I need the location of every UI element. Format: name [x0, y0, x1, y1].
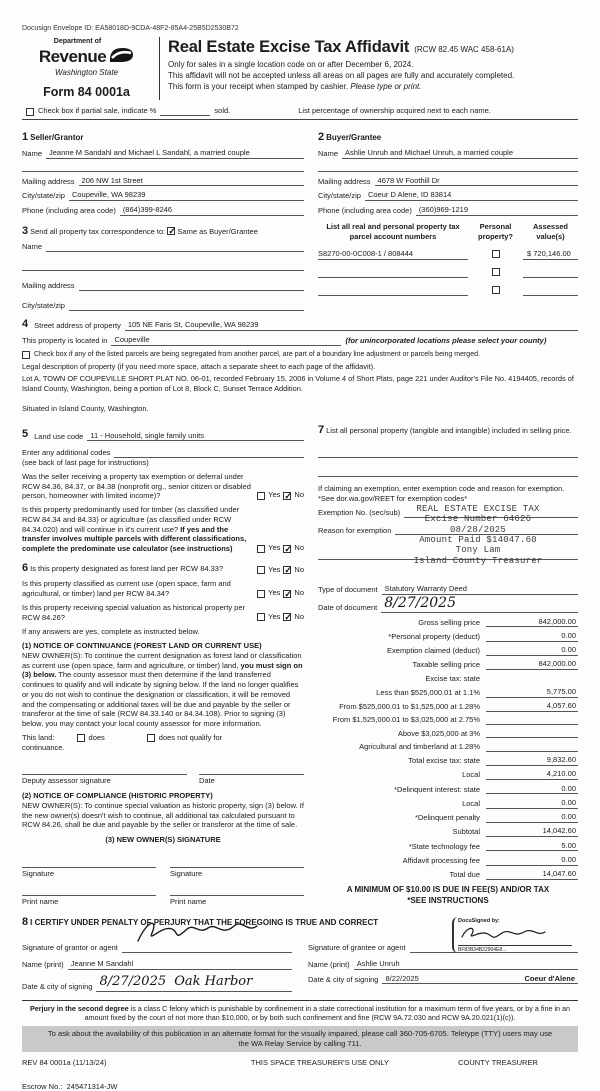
tax-value-field[interactable]: 5.00 [486, 841, 578, 852]
additional-codes-label: Enter any additional codes [22, 448, 111, 458]
section-3-number: 3 [22, 224, 29, 237]
section-3-heading: Send all property tax correspondence to: [30, 226, 166, 236]
minimum-due-notice: A MINIMUM OF $10.00 IS DUE IN FEE(S) AND/OR TAX [346, 884, 550, 894]
docusign-envelope-id: Docusign Envelope ID: EA58018D-9CDA-48F2-85A4-25B5D2530B72 [22, 25, 239, 32]
print-name-label: Print name [170, 896, 207, 906]
yes-label: Yes [268, 543, 281, 553]
stamp-date: 08/28/2025 [449, 524, 506, 535]
see-instructions-note: *SEE INSTRUCTIONS [407, 896, 489, 906]
doc-type-label: Type of document [318, 584, 378, 594]
seller-address-field[interactable]: 206 NW 1st Street [79, 176, 304, 187]
sections-5-6-column [22, 423, 304, 907]
deputy-assessor-signature-field[interactable] [22, 766, 187, 775]
partial-sale-label: Check box if partial sale, indicate % [38, 105, 157, 115]
segregated-label: Check box if any of the listed parcels are being segregated from another parcel, are part of a boundary line adjustment or parcels being merged. [34, 350, 480, 358]
grantor-sig-label: Signature of grantor or agent [22, 943, 118, 953]
personal-property-list-field[interactable] [318, 468, 578, 477]
assessed-value-col-header: Assessed value(s) [532, 221, 569, 241]
seller-address-label: Mailing address [22, 176, 75, 186]
no-label: No [294, 611, 304, 621]
yes-label: Yes [268, 611, 281, 621]
stamp-treasurer-name: Tony Lam [455, 545, 501, 556]
certify-heading: I CERTIFY UNDER PENALTY OF PERJURY THAT THE FOREGOING IS TRUE AND CORRECT [30, 917, 379, 927]
s5-q1-yes-checkbox[interactable] [257, 492, 265, 500]
reason-label: Reason for exemption [318, 525, 392, 535]
s5-q1-no-checkbox[interactable] [283, 492, 291, 500]
seller-name-field[interactable]: Jeanne M Sandahl and Michael L Sandahl, a married couple [46, 148, 304, 159]
rev-number: REV 84 0001a (11/13/24) [22, 1057, 107, 1067]
s6-q3-yes-checkbox[interactable] [257, 613, 265, 621]
section-8 [22, 915, 578, 992]
personal-property-checkbox[interactable] [492, 286, 500, 294]
header-note-1: Only for sales in a single location code on or after December 6, 2024. [168, 59, 414, 69]
deputy-date-label: Date [199, 776, 215, 786]
street-address-label: Street address of property [34, 321, 121, 331]
additional-codes-note: (see back of last page for instructions) [22, 458, 149, 468]
correspondence-extra-field[interactable] [22, 262, 304, 271]
buyer-csz-field[interactable]: Coeur D Alene, ID 83814 [365, 190, 578, 201]
section-5-number: 5 [22, 428, 29, 441]
buyer-column [318, 126, 578, 311]
section-4 [22, 317, 578, 414]
stamp-amount-paid: Amount Paid $14047.60 [419, 534, 537, 545]
tax-value-field[interactable]: 0.00 [486, 645, 578, 656]
form-number: Form 84 0001a [43, 84, 130, 99]
land-does-not-checkbox[interactable] [147, 734, 155, 742]
exemption-no-label: Exemption No. (sec/sub) [318, 507, 401, 517]
yes-label: Yes [268, 490, 281, 500]
new-owner-signature-field-1[interactable] [22, 859, 156, 868]
correspondence-address-field[interactable] [79, 282, 304, 291]
correspondence-name-field[interactable] [46, 243, 304, 252]
does-not-label: does not qualify for [158, 732, 223, 742]
s5-q2-yes-checkbox[interactable] [257, 545, 265, 553]
revenue-wordmark: Revenue [38, 47, 107, 67]
buyer-csz-label: City/state/zip [318, 191, 361, 201]
seller-phone-field[interactable]: (864)399-8246 [120, 205, 304, 216]
new-owner-printname-field-1[interactable] [22, 887, 156, 896]
compliance-body: NEW OWNER(S): To continue special valuation as historic property, sign (3) below. If the new owner(s) doesn't wish to continue, all additional tax calculated pursuant to RCW 84.26, shall be due and payable by the seller or transferor at the time of sale. [22, 800, 304, 830]
signature-label: Signature [22, 868, 55, 878]
same-as-buyer-checkbox[interactable] [167, 227, 175, 235]
correspondence-address-label: Mailing address [22, 281, 75, 291]
tax-value-field[interactable]: 0.00 [486, 812, 578, 823]
grantee-signature-scribble-icon [458, 925, 548, 941]
land-does-checkbox[interactable] [77, 734, 85, 742]
situated-in-text: Situated in Island County, Washington. [22, 403, 149, 413]
doc-date-field[interactable]: 8/27/2025 [381, 594, 578, 613]
seller-heading: Seller/Grantor [30, 132, 84, 142]
s6-question-2: Is this property classified as current use (open space, farm and agricultural, or timber) land per RCW 84.34? [22, 579, 231, 598]
partial-percent-field[interactable] [160, 107, 210, 116]
form-header [22, 37, 578, 100]
stamp-excise-number: Excise Number 64626 [424, 514, 532, 525]
doc-type-field[interactable]: Statutory Warranty Deed [382, 584, 578, 595]
docusign-signature-box [452, 917, 572, 953]
grantor-signature-scribble-icon [132, 917, 262, 950]
personal-property-checkbox[interactable] [492, 250, 500, 258]
tax-value-field[interactable]: 842,000.00 [486, 617, 578, 628]
parcel-col-header: List all real and personal property tax parcel account numbers [326, 221, 460, 241]
deputy-assessor-label: Deputy assessor signature [22, 776, 111, 786]
footer-row [22, 1058, 578, 1068]
buyer-address-label: Mailing address [318, 176, 371, 186]
parcel-row [318, 286, 578, 296]
s6-note: If any answers are yes, complete as instructed below. [22, 627, 200, 637]
same-as-buyer-label: Same as Buyer/Grantee [177, 226, 258, 236]
tax-value-field[interactable]: 842,000.00 [486, 659, 578, 670]
s6-q2-yes-checkbox[interactable] [257, 590, 265, 598]
parcel-number-field[interactable] [318, 286, 468, 296]
no-label: No [294, 588, 304, 597]
section-7-heading: 7 List all personal property (tangible and intangible) included in selling price. [318, 424, 572, 437]
s6-q3-no-checkbox[interactable] [283, 613, 291, 621]
docusigned-by-label: DocuSigned by: [458, 918, 500, 925]
grantee-name-label: Name (print) [308, 959, 350, 969]
street-address-field[interactable]: 105 NE Faris St, Coupeville, WA 98239 [125, 320, 578, 331]
tax-value-field[interactable] [486, 729, 578, 738]
ownership-note: List percentage of ownership acquired next to each name. [298, 105, 491, 115]
form-title: Real Estate Excise Tax Affidavit [168, 38, 410, 57]
header-note-3: This form is your receipt when stamped by cashier. Please type or print. [168, 82, 422, 92]
personal-property-col-header: Personal property? [477, 221, 513, 241]
land-use-field[interactable]: 11 - Household, single family units [87, 431, 304, 442]
grantee-datecity-field[interactable]: 8/22/2025 Coeur d'Alene [382, 974, 578, 985]
continuance-title: (1) NOTICE OF CONTINUANCE (FOREST LAND OR CURRENT USE) [22, 641, 262, 650]
grantor-signature-block [22, 931, 292, 992]
parcel-table-header [318, 222, 578, 242]
tax-value-field[interactable]: 4,057.60 [486, 701, 578, 712]
seller-column [22, 126, 304, 311]
continuance-body: NEW OWNER(S): To continue the current designation as forest land or classification as current use (open space, farm and agriculture, or timber) land, you must sign on (3) below. The county assessor must then determine if the land transferred continues to qualify and will indicate by signing below. If the land no longer qualifies or you do not wish to continue the designation or classification, it will be removed and the compensating or additional taxes will be due and payable by the seller or transferor at the time of sale (RCW 84.33.140 or 84.34.108). Prior to signing (3) below, you may contact your local county assessor for more information. [22, 650, 303, 728]
legal-description-label: Legal description of property (if you need more space, attach a separate sheet to each page of the affidavit). [22, 361, 376, 371]
dor-swoosh-icon [108, 47, 134, 67]
county-treasurer-label: COUNTY TREASURER [458, 1057, 538, 1067]
tax-value-field[interactable] [486, 716, 578, 725]
grantor-datecity-field[interactable]: 8/27/2025 Oak Harbor [96, 974, 292, 992]
deputy-date-field[interactable] [199, 766, 304, 775]
seller-phone-label: Phone (including area code) [22, 206, 116, 216]
partial-sale-row [26, 106, 578, 116]
parcel-number-field[interactable]: S8270-00-0C008-1 / 808444 [318, 249, 468, 260]
escrow-number: Escrow No.: 245471314-JW [22, 1081, 118, 1091]
land-use-label: Land use code [34, 431, 84, 441]
s6-q2-no-checkbox[interactable] [283, 590, 291, 598]
grantee-signature-block [308, 918, 578, 992]
section-7-column [318, 423, 578, 907]
assessed-value-field[interactable] [523, 286, 578, 296]
grantee-printname-field[interactable]: Ashlie Unruh [354, 959, 578, 970]
additional-codes-field[interactable] [114, 449, 304, 458]
section-4-number: 4 [22, 317, 29, 330]
tax-value-field[interactable]: 0.00 [486, 631, 578, 642]
assessed-value-field[interactable]: $ 720,146.00 [523, 249, 578, 260]
section-1-number: 1 [22, 130, 29, 143]
treasurer-use-label: THIS SPACE TREASURER'S USE ONLY [250, 1057, 390, 1067]
legal-description-text: Lot A, TOWN OF COUPEVILLE SHORT PLAT NO. 06-01, recorded February 15, 2006 in Volume 4 of Short Plats, page 221 under Auditor's File No. 4194405, records of Island County, Washington, being a portion of Lot 8, Block C, Sunset Terrace Addition. [22, 374, 574, 393]
grantee-sig-label: Signature of grantee or agent [308, 943, 406, 953]
exemption-area [318, 503, 578, 580]
segregated-checkbox[interactable] [22, 351, 30, 359]
s6-question-1: 6 Is this property designated as forest land per RCW 84.33? [22, 561, 224, 574]
parcel-number-field[interactable] [318, 268, 468, 278]
assessed-value-field[interactable] [523, 268, 578, 278]
continuance-label: continuance. [22, 742, 65, 752]
header-divider [22, 119, 578, 120]
tax-value-field[interactable]: 14,042.60 [486, 826, 578, 837]
parcel-row [318, 249, 578, 260]
washington-state-label: Washington State [54, 68, 118, 78]
grantor-date-label: Date & city of signing [22, 981, 93, 991]
docusign-id: BF83B34B22904E8... [458, 945, 572, 954]
title-block [160, 37, 578, 100]
partial-sale-checkbox[interactable] [26, 108, 34, 116]
personal-property-checkbox[interactable] [492, 268, 500, 276]
print-name-label: Print name [22, 896, 59, 906]
new-owner-printname-field-2[interactable] [170, 887, 304, 896]
sold-label: sold. [214, 105, 231, 115]
tax-value-field[interactable]: 9,832.60 [486, 755, 578, 766]
accessibility-notice: To ask about the availability of this publication in an alternate format for the visually impaired, please call 360-705-6705. Teletype (TTY) users may use the WA Relay Service by calling 711. [22, 1026, 578, 1052]
s6-q1-yes-checkbox[interactable] [257, 566, 265, 574]
perjury-notice: Perjury in the second degree is a class C felony which is punishable by confinement in a state correctional institution for a maximum term of five years, or by a fine in an amount fixed by the court of not more than $10,000, or by both such confinement and fine (RCW 9A.72.030 and RCW 9A.20.021(1)(c)). [22, 1000, 578, 1023]
tax-value-field[interactable]: 5,775.00 [486, 687, 578, 698]
yes-label: Yes [268, 588, 281, 597]
stamp-office: Island County Treasurer [413, 555, 543, 566]
seller-name-label: Name [22, 148, 43, 158]
correspondence-name-label: Name [22, 242, 43, 252]
correspondence-csz-field[interactable] [69, 302, 304, 311]
tax-value-field[interactable]: 0.00 [486, 784, 578, 795]
does-label: does [88, 732, 105, 742]
buyer-phone-label: Phone (including area code) [318, 206, 412, 216]
unincorporated-note: (for unincorporated locations please select your county) [345, 335, 547, 345]
tax-value-field[interactable]: 0.00 [486, 798, 578, 809]
s6-q1-no-checkbox[interactable] [283, 566, 291, 574]
grantor-name-label: Name (print) [22, 959, 64, 969]
seller-csz-field[interactable]: Coupeville, WA 98239 [69, 190, 304, 201]
seller-name2-field[interactable] [22, 163, 304, 172]
buyer-phone-field[interactable]: (360)969-1219 [416, 205, 578, 216]
doc-date-label: Date of document [318, 602, 378, 612]
buyer-name-field[interactable]: Ashlie Unruh and Michael Unruh, a married couple [342, 148, 578, 159]
tax-value-field[interactable]: 4,210.00 [486, 769, 578, 780]
treasurer-stamp [378, 504, 578, 566]
no-label: No [294, 490, 304, 500]
personal-property-list-field[interactable] [318, 449, 578, 458]
buyer-heading: Buyer/Grantee [326, 132, 382, 142]
yes-label: Yes [268, 564, 281, 574]
section-2-number: 2 [318, 130, 325, 143]
tax-value-field[interactable] [486, 743, 578, 752]
no-label: No [294, 543, 304, 553]
header-note-2: This affidavit will not be accepted unless all areas on all pages are fully and accurately completed. [168, 70, 515, 80]
buyer-address-field[interactable]: 4678 W Foothill Dr [375, 176, 578, 187]
located-in-field[interactable]: Coupeville [111, 335, 341, 346]
s5-question-2: Is this property predominantly used for timber (as classified under RCW 84.34 and 84.33) or agriculture (as classified under RCW 84.34.020) and will continue in it's current use? If yes and the transfer involves multiple parcels with different classifications, complete the predominate use calculator (see instructions) [22, 505, 247, 554]
section-8-number: 8 [22, 915, 29, 928]
no-label: No [294, 564, 304, 574]
s6-question-3: Is this property receiving special valuation as historical property per RCW 84.26? [22, 602, 246, 622]
new-owner-signature-title: (3) NEW OWNER(S) SIGNATURE [105, 835, 221, 844]
stamp-title: REAL ESTATE EXCISE TAX [416, 503, 540, 514]
tax-value-field[interactable]: 14,047.60 [486, 869, 578, 880]
buyer-name-label: Name [318, 148, 339, 158]
exemption-note: If claiming an exemption, enter exemption code and reason for exemption. *See dor.wa.gov/REET for exemption codes* [318, 484, 565, 504]
tax-value-field[interactable]: 0.00 [486, 855, 578, 866]
grantee-date-label: Date & city of signing [308, 974, 379, 984]
parcel-row [318, 268, 578, 278]
grantor-printname-field[interactable]: Jeanne M Sandahl [68, 959, 292, 970]
tax-computation-table: Gross selling price 842,000.00 *Personal property (deduct) 0.00 Exemption claimed (deduct) 0.00 Taxable selling price 842,000.00 Excise tax: state Less than $525,000.01 at 1.1% 5,775.00 From $525,000.01 to $1,525,000 at 1.28% 4,057.60 From $1,525,000.01 to $3,025,000 at 2.75% Above $3,025,000 at 3% Agricultural and timberland at 1.28% Total excise tax: state 9,832.60 Local 4,210.00 *Delinquent interest: state 0.00 Local 0.00 *Delinquent penalty 0.00 Subtotal 14,042.60 *State technology fee 5.00 Affidavit processing fee 0.00 Total due 14,047.60 [332, 616, 576, 880]
correspondence-csz-label: City/state/zip [22, 300, 65, 310]
seller-csz-label: City/state/zip [22, 191, 65, 201]
s5-question-1: Was the seller receiving a property tax exemption or deferral under RCW 84.36, 84.37, or 84.38 (nonprofit org., senior citizen or disabled person, homeowner with limited income)? [22, 471, 251, 501]
located-in-label: This property is located in [22, 335, 108, 345]
compliance-title: (2) NOTICE OF COMPLIANCE (HISTORIC PROPERTY) [22, 791, 213, 800]
buyer-name2-field[interactable] [318, 163, 578, 172]
new-owner-signature-field-2[interactable] [170, 859, 304, 868]
dor-logo-block [22, 37, 160, 100]
signature-label: Signature [170, 868, 203, 878]
dept-of-label: Department of [53, 38, 102, 46]
this-land-label: This land: [22, 732, 55, 742]
s5-q2-no-checkbox[interactable] [283, 545, 291, 553]
rcw-reference: (RCW 82.45 WAC 458-61A) [414, 45, 514, 55]
